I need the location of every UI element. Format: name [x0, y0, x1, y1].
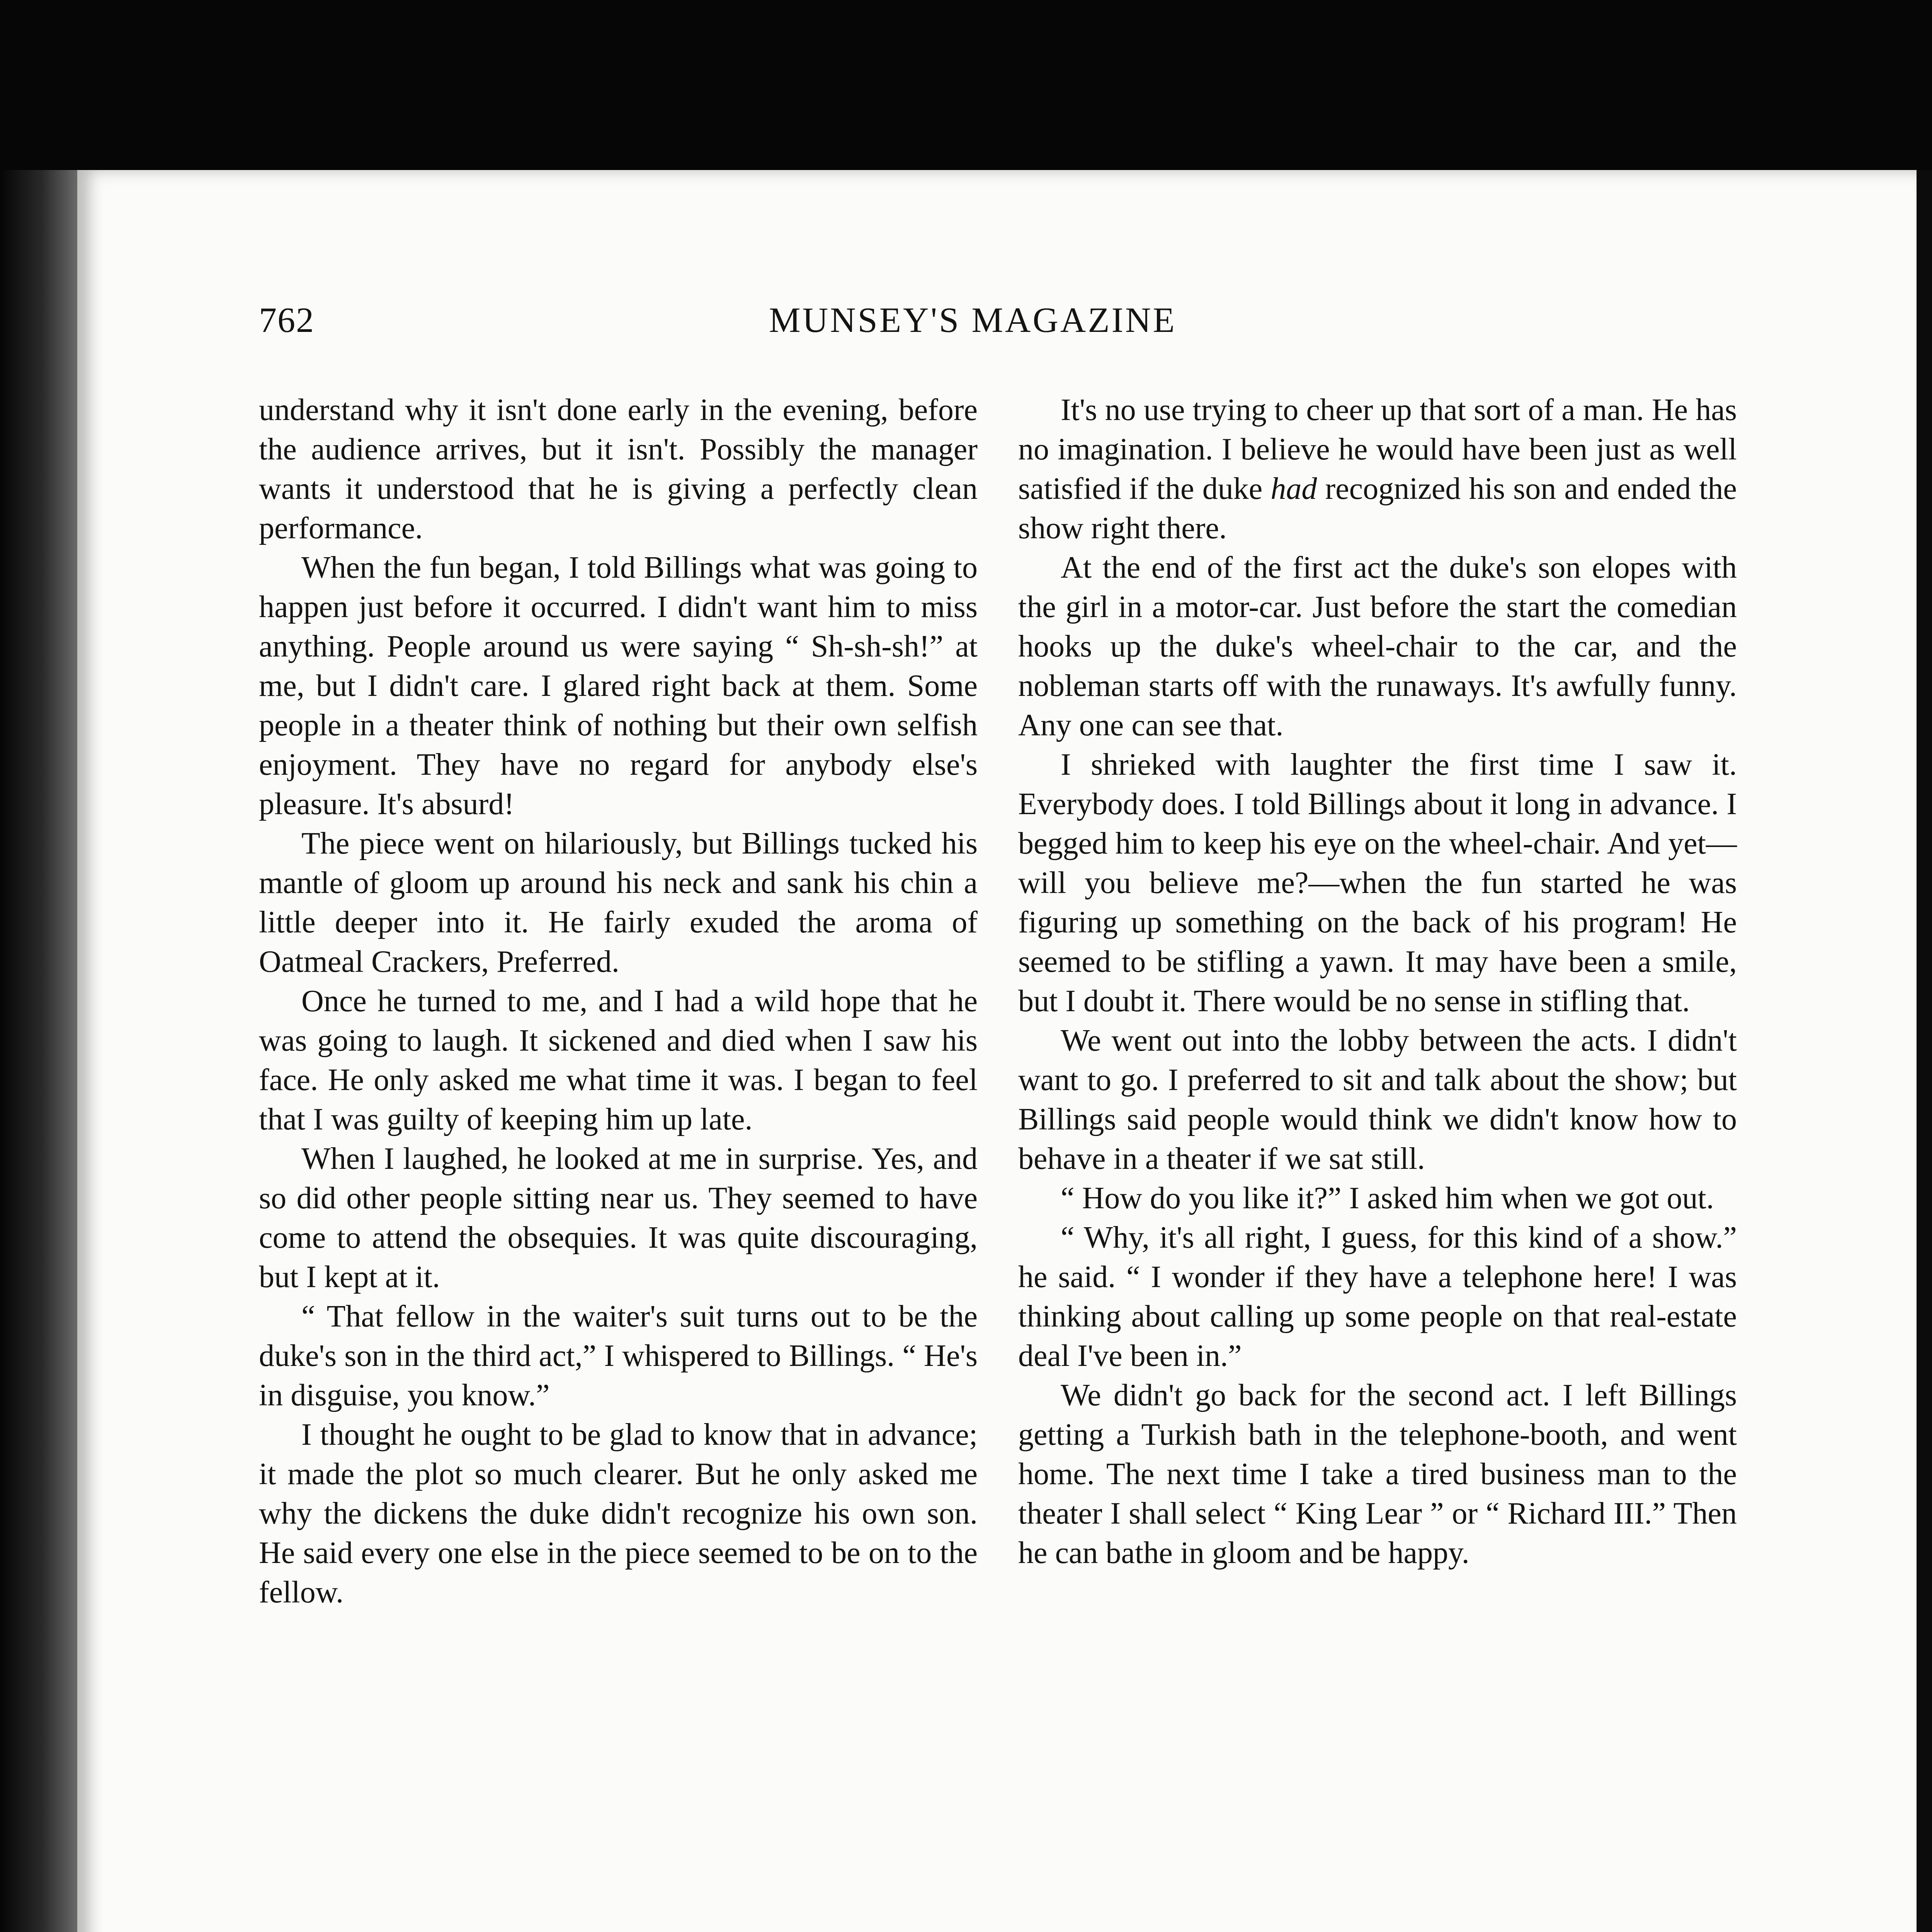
paragraph: We didn't go back for the second act. I left Billings getting a Turkish bath in the telephone-booth, and went home. The next time I take a tired business man to the theater I shall select “ King Lear ” or “ Richard III.” Then he can bathe in gloom and be happy. [1018, 1378, 1737, 1570]
paragraph: We went out into the lobby between the acts. I didn't want to go. I preferred to sit and talk about the show; but Billings said people would think we didn't know how to behave in a theater if we sat still. [1018, 1024, 1737, 1176]
page-number: 762 [259, 300, 315, 340]
paragraph: When I laughed, he looked at me in surprise. Yes, and so did other people sitting near us. They seemed to have come to attend the obsequies. It was quite discouraging, but I kept at it. [259, 1142, 978, 1294]
paragraph: When the fun began, I told Billings what was going to happen just before it occurred. I didn't want him to miss anything. People around us were saying “ Sh-sh-sh!” at me, but I didn't care. I glared right back at them. Some people in a theater think of nothing but their own selfish enjoyment. They have no regard for anybody else's pleasure. It's absurd! [259, 551, 978, 821]
left-text-column [259, 390, 978, 1612]
emphasis: had [1270, 472, 1317, 506]
paragraph: I shrieked with laughter the first time I saw it. Everybody does. I told Billings about it long in advance. I begged him to keep his eye on the wheel-chair. And yet—will you believe me?—when the fun started he was figuring up something on the back of his program! He seemed to be stifling a yawn. It may have been a smile, but I doubt it. There would be no sense in stifling that. [1018, 748, 1737, 1018]
running-title: MUNSEY'S MAGAZINE [769, 300, 1177, 340]
paragraph: I thought he ought to be glad to know that in advance; it made the plot so much clearer. But he only asked me why the dickens the duke didn't recognize his own son. He said every one else in the piece seemed to be on to the fellow. [259, 1418, 978, 1609]
paragraph: understand why it isn't done early in the evening, before the audience arrives, but it isn't. Possibly the manager wants it understood that he is giving a perfectly clean performance. [259, 393, 978, 545]
page-header [0, 299, 1932, 342]
page-edge-right [1917, 170, 1932, 1932]
scan-border-top [0, 0, 1932, 170]
right-text-column [1018, 390, 1737, 1573]
paragraph: “ That fellow in the waiter's suit turns out to be the duke's son in the third act,” I whispered to Billings. “ He's in disguise, you know.” [259, 1299, 978, 1412]
paragraph: The piece went on hilariously, but Billings tucked his mantle of gloom up around his neck and sank his chin a little deeper into it. He fairly exuded the aroma of Oatmeal Crackers, Preferred. [259, 827, 978, 979]
paragraph: Once he turned to me, and I had a wild hope that he was going to laugh. It sickened and died when I saw his face. He only asked me what time it was. I began to feel that I was guilty of keeping him up late. [259, 984, 978, 1136]
scan-border-left [0, 170, 77, 1932]
paragraph: At the end of the first act the duke's son elopes with the girl in a motor-car. Just before the start the comedian hooks up the duke's wheel-chair to the car, and the nobleman starts off with the runaways. It's awfully funny. Any one can see that. [1018, 551, 1737, 742]
paragraph: It's no use trying to cheer up that sort of a man. He has no imagination. I believe he would have been just as well satisfied if the duke had recognized his son and ended the show right there. [1018, 393, 1737, 545]
paragraph: “ Why, it's all right, I guess, for this kind of a show.” he said. “ I wonder if they have a telephone here! I was thinking about calling up some people on that real-estate deal I've been in.” [1018, 1221, 1737, 1373]
paragraph: “ How do you like it?” I asked him when we got out. [1061, 1181, 1714, 1215]
